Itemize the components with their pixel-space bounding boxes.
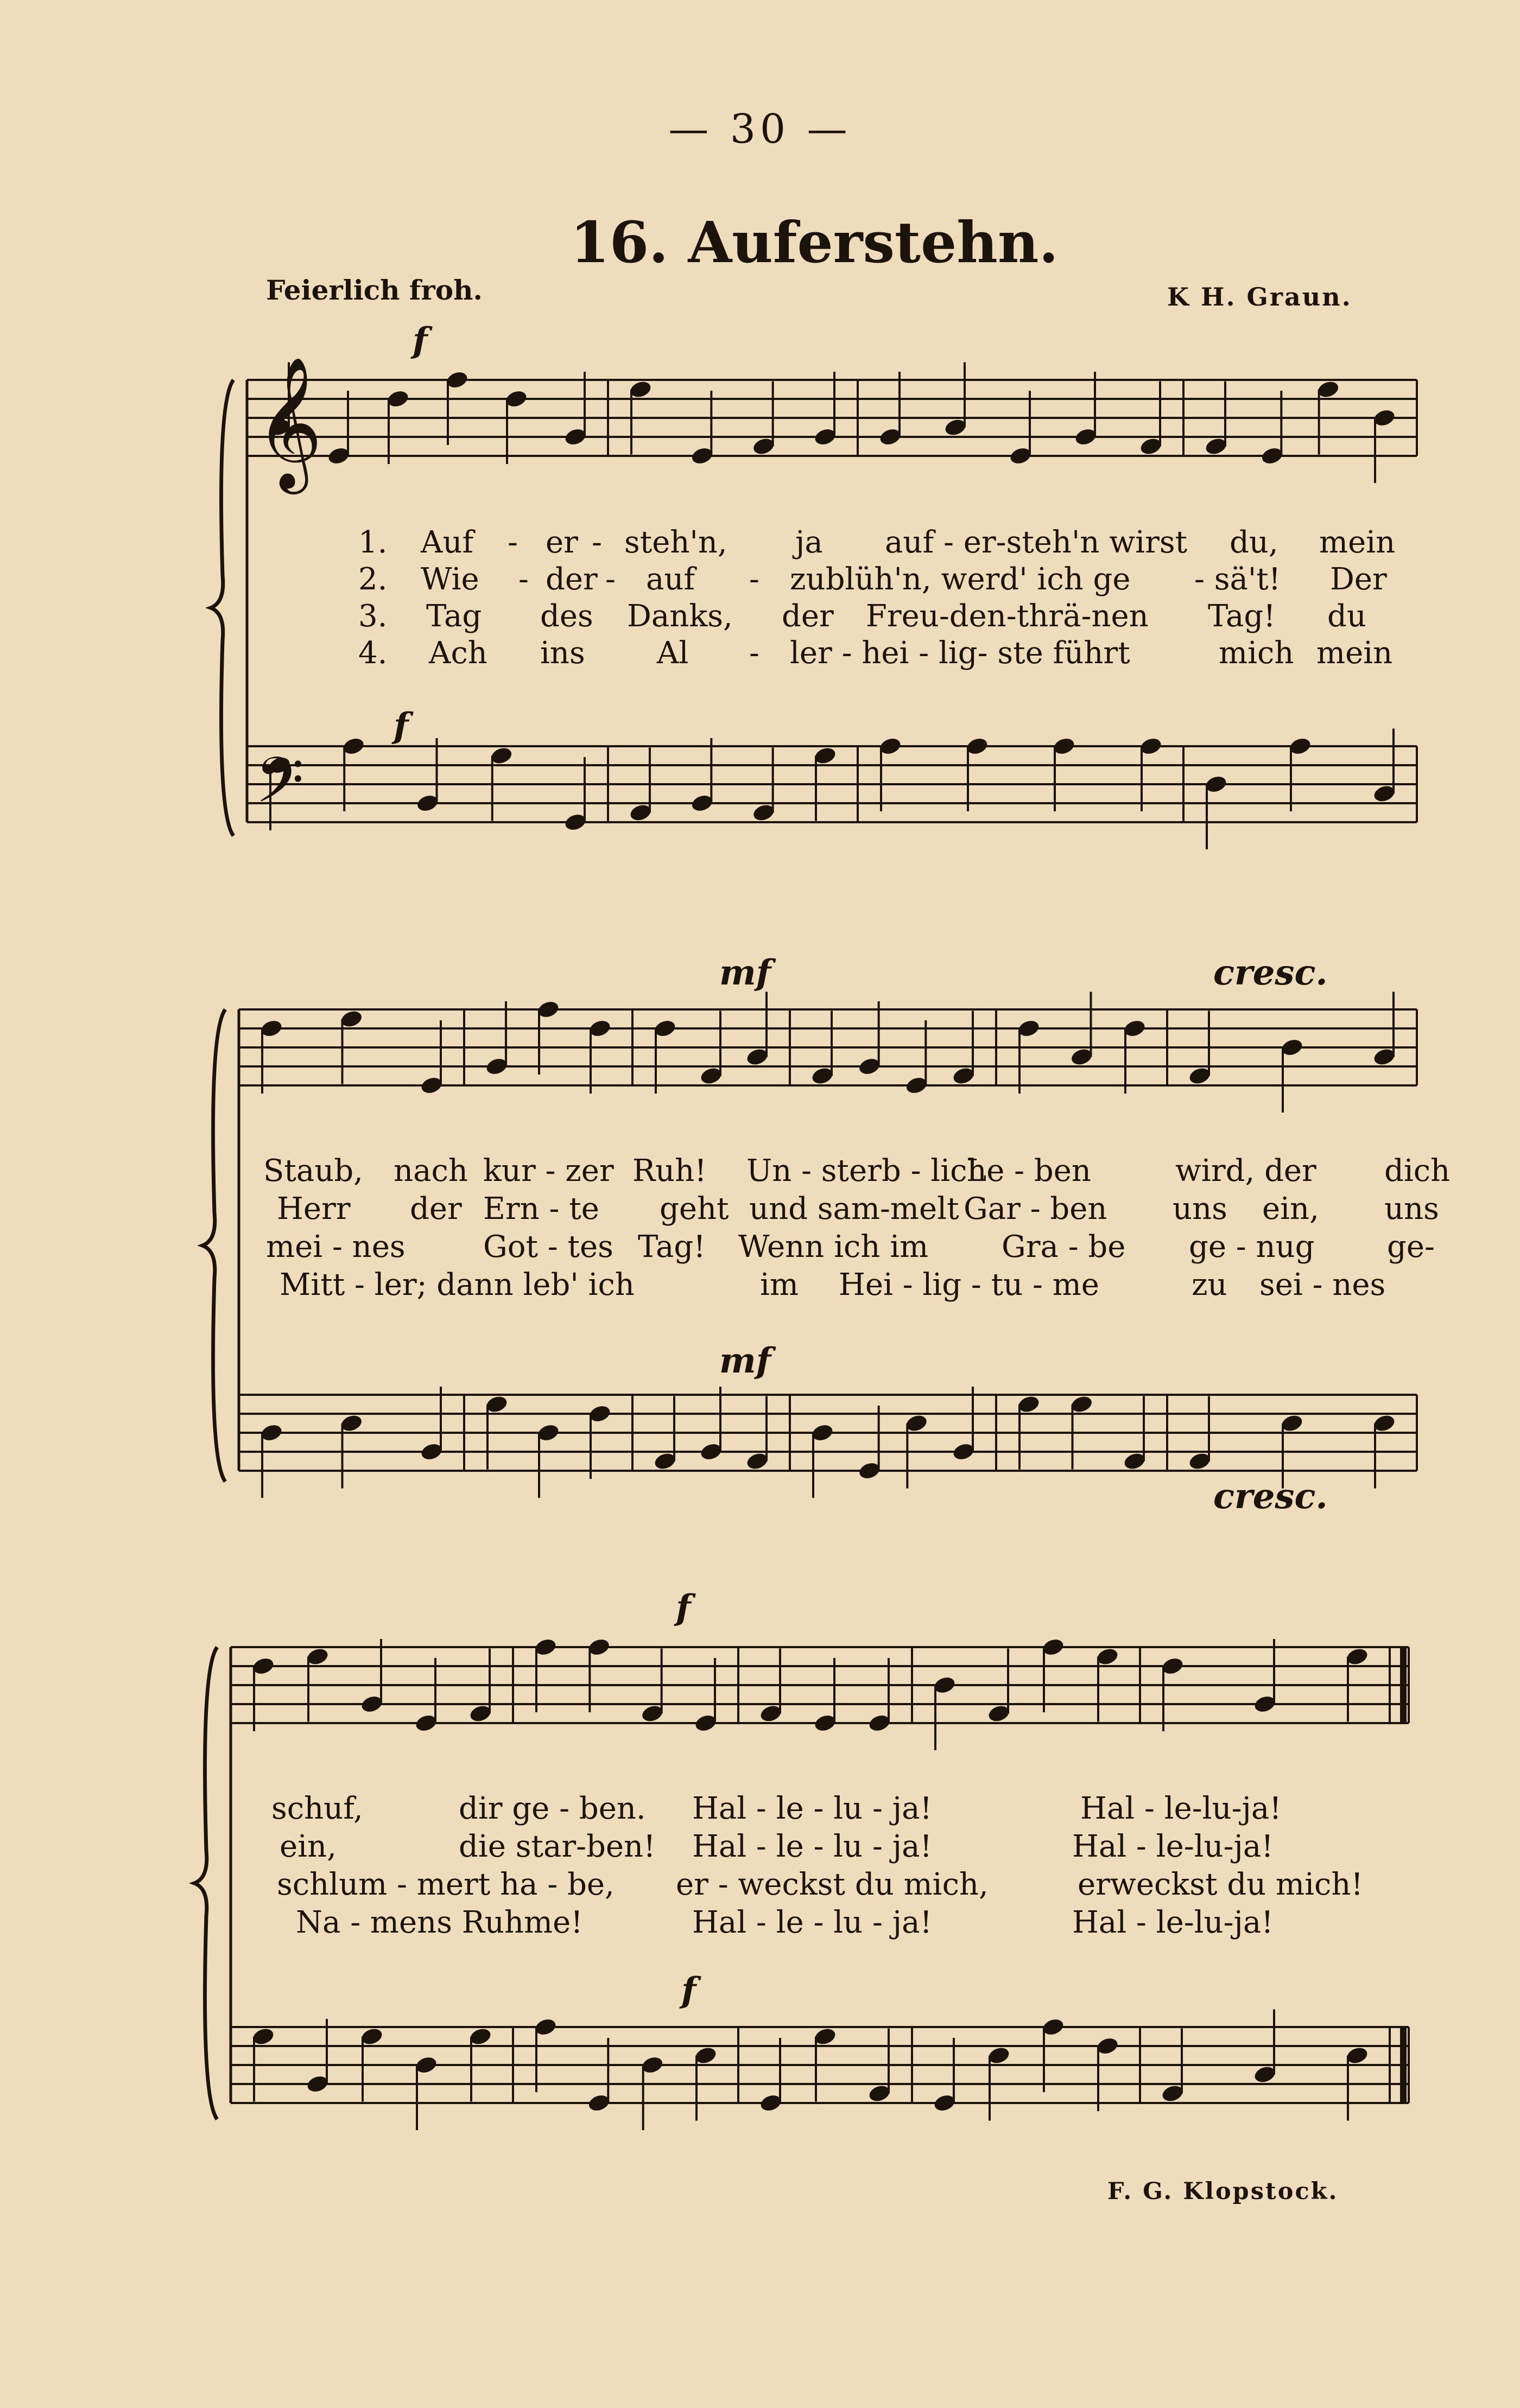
lyric-3-2-d: Hal - le-lu-ja!: [1072, 1829, 1274, 1864]
lyric-2-2-g: uns: [1173, 1191, 1227, 1227]
system3-brace: [194, 1647, 217, 2119]
lyric-3-2-b: die star-ben!: [459, 1829, 656, 1864]
lyric-2-3-b: Got - tes: [483, 1229, 613, 1265]
tempo-marking: Feierlich froh.: [266, 274, 483, 306]
lyric-1-1-h: du,: [1230, 525, 1278, 560]
lyric-3-4-c: Hal - le-lu-ja!: [1072, 1905, 1274, 1940]
lyric-1-3-c: Danks,: [627, 599, 733, 634]
lyric-1-4-num: 4.: [358, 636, 388, 671]
lyric-3-3-c: erweckst du mich!: [1078, 1867, 1363, 1902]
dynamic-cresc-treble: cresc.: [1213, 952, 1328, 993]
lyric-3-2-a: ein,: [280, 1829, 337, 1864]
lyric-3-2-c: Hal - le - lu - ja!: [692, 1829, 932, 1864]
song-title: 16. Auferstehn.: [570, 209, 1059, 276]
lyric-1-1-e: steh'n,: [624, 525, 727, 560]
lyric-2-2-e: und sam-melt: [749, 1191, 959, 1227]
lyric-1-3-a: Tag: [426, 599, 482, 634]
lyric-2-2-b: der: [410, 1191, 462, 1227]
lyric-1-1-c: er: [546, 525, 578, 560]
system2-brace: [202, 1009, 225, 1482]
dynamic-forte-system3: f: [676, 1587, 691, 1628]
lyric-2-3-a: mei - nes: [266, 1229, 406, 1265]
lyric-2-3-e: Gra - be: [1002, 1229, 1126, 1265]
lyric-1-2-num: 2.: [358, 562, 388, 597]
lyric-1-1-b: -: [508, 525, 518, 560]
lyric-1-4-g: mein: [1316, 636, 1393, 671]
lyric-1-2-e: auf: [646, 562, 695, 597]
dynamic-mf-bass: mf: [719, 1340, 771, 1381]
dynamic-forte-bass: f: [394, 706, 409, 746]
lyric-1-3-b: des: [540, 599, 593, 634]
lyric-2-1-g: wird, der: [1175, 1153, 1316, 1189]
lyric-2-3-d: Wenn ich im: [738, 1229, 929, 1265]
lyric-1-4-a: Ach: [429, 636, 487, 671]
lyric-2-4-d: zu: [1192, 1267, 1227, 1303]
lyric-1-4-b: ins: [540, 636, 585, 671]
lyric-1-3-f: Tag!: [1208, 599, 1276, 634]
lyric-1-4-d: -: [749, 636, 759, 671]
lyric-2-2-d: geht: [660, 1191, 729, 1227]
lyric-1-3-d: der: [782, 599, 834, 634]
bass-clef: 𝄢: [255, 744, 305, 833]
dynamic-forte-treble: f: [413, 320, 428, 361]
lyric-2-3-g: ge-: [1387, 1229, 1435, 1265]
lyric-2-2-f: Gar - ben: [964, 1191, 1107, 1227]
lyric-2-1-h: dich: [1384, 1153, 1451, 1189]
lyric-1-1-d: -: [592, 525, 602, 560]
lyric-2-1-b: nach: [394, 1153, 468, 1189]
lyric-2-1-a: Staub,: [263, 1153, 363, 1189]
lyric-2-4-e: sei - nes: [1259, 1267, 1386, 1303]
lyric-1-4-f: mich: [1219, 636, 1294, 671]
lyric-2-4-a: Mitt - ler; dann leb' ich: [280, 1267, 635, 1303]
lyric-3-3-b: er - weckst du mich,: [676, 1867, 989, 1902]
lyric-1-1-f: ja: [795, 525, 823, 560]
lyric-1-1-i: mein: [1319, 525, 1396, 560]
lyric-1-2-h: - sä't!: [1194, 562, 1281, 597]
lyric-1-1-num: 1.: [358, 525, 388, 560]
lyric-1-2-b: -: [518, 562, 529, 597]
page-number: — 30 —: [668, 106, 852, 153]
lyric-1-1-g: auf - er-steh'n wirst: [885, 525, 1188, 560]
lyric-2-4-b: im: [760, 1267, 799, 1303]
lyric-3-1-a: schuf,: [271, 1791, 363, 1826]
lyric-3-3-a: schlum - mert ha - be,: [277, 1867, 615, 1902]
lyric-2-2-c: Ern - te: [483, 1191, 599, 1227]
lyric-2-3-c: Tag!: [638, 1229, 706, 1265]
lyric-3-1-b: dir ge - ben.: [459, 1791, 646, 1826]
lyric-3-4-a: Na - mens Ruhme!: [296, 1905, 583, 1940]
lyric-1-3-g: du: [1327, 599, 1366, 634]
lyric-1-2-g: zublüh'n, werd' ich ge: [790, 562, 1131, 597]
lyric-2-4-c: Hei - lig - tu - me: [839, 1267, 1099, 1303]
lyric-3-1-d: Hal - le-lu-ja!: [1080, 1791, 1282, 1826]
lyric-2-1-e: Un - sterb - lich: [746, 1153, 987, 1189]
lyric-1-3-e: Freu-den-thrä-nen: [866, 599, 1149, 634]
lyric-1-4-c: Al: [657, 636, 689, 671]
dynamic-cresc-bass: cresc.: [1213, 1476, 1328, 1517]
lyric-2-1-c: kur - zer: [483, 1153, 614, 1189]
lyric-2-1-f: Le - ben: [966, 1153, 1091, 1189]
lyric-3-1-c: Hal - le - lu - ja!: [692, 1791, 932, 1826]
lyricist-credit: F. G. Klopstock.: [1107, 2178, 1339, 2205]
lyric-1-2-f: -: [749, 562, 759, 597]
lyric-1-1-a: Auf: [421, 525, 474, 560]
lyric-1-2-c: der: [546, 562, 598, 597]
lyric-1-2-a: Wie: [421, 562, 479, 597]
lyric-1-2-i: Der: [1330, 562, 1387, 597]
composer-credit: K H. Graun.: [1167, 282, 1352, 312]
lyric-2-1-d: Ruh!: [632, 1153, 707, 1189]
lyric-3-4-b: Hal - le - lu - ja!: [692, 1905, 932, 1940]
lyric-2-2-i: uns: [1384, 1191, 1439, 1227]
lyric-2-2-h: ein,: [1262, 1191, 1319, 1227]
treble-clef: 𝄞: [255, 355, 323, 488]
lyric-2-2-a: Herr: [277, 1191, 351, 1227]
lyric-1-2-d: -: [605, 562, 616, 597]
lyric-2-3-f: ge - nug: [1189, 1229, 1315, 1265]
dynamic-mf-treble: mf: [719, 952, 771, 993]
system1-brace: [211, 380, 233, 836]
dynamic-forte-system3-bass: f: [681, 1970, 696, 2011]
lyric-1-3-num: 3.: [358, 599, 388, 634]
lyric-1-4-e: ler - hei - lig- ste führt: [790, 636, 1130, 671]
